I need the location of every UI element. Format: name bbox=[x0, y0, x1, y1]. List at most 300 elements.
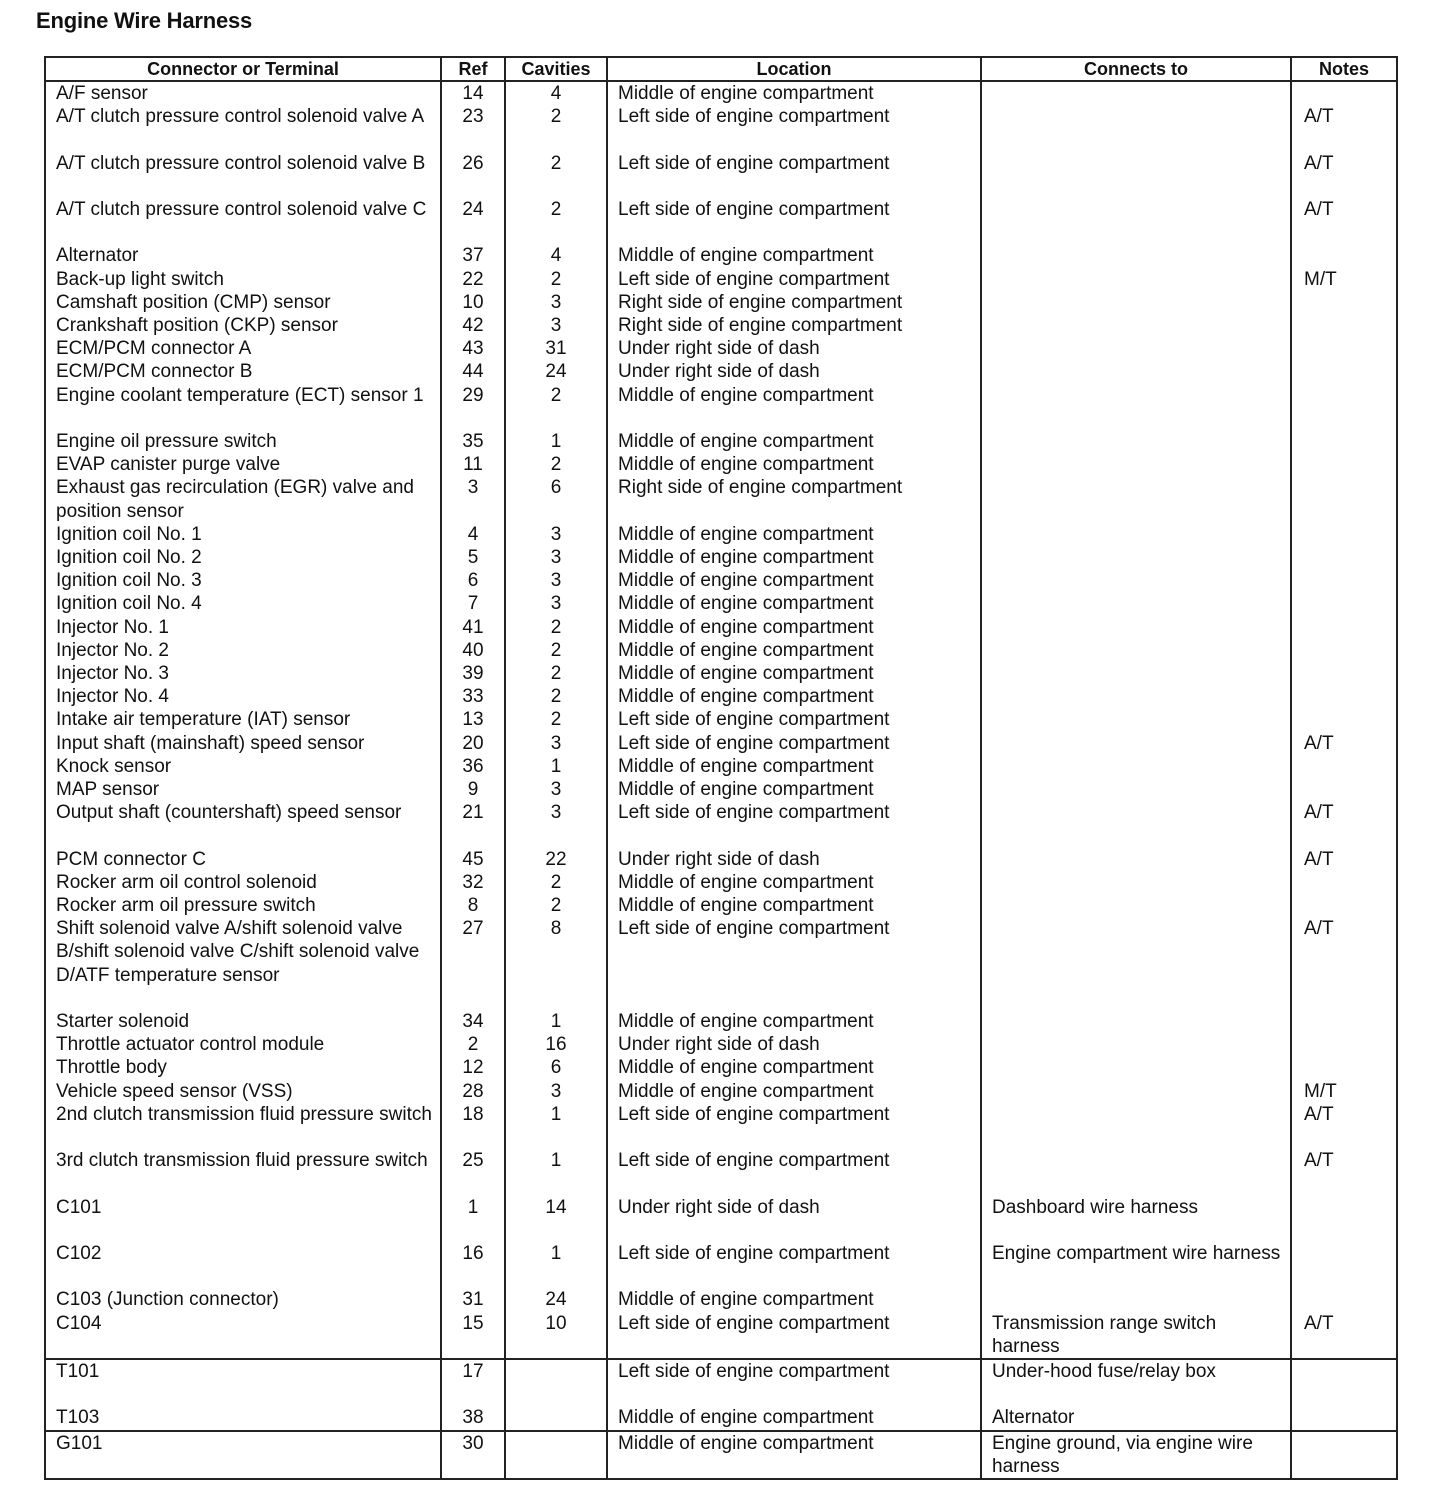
cavities-cell: 1 bbox=[505, 430, 607, 453]
cavities-cell: 2 bbox=[505, 616, 607, 639]
notes-cell: M/T bbox=[1291, 268, 1397, 291]
connects-to-cell bbox=[981, 1010, 1291, 1033]
connects-to-cell bbox=[981, 662, 1291, 685]
notes-cell bbox=[1291, 546, 1397, 569]
harness-table bbox=[44, 56, 1398, 1480]
connects-to-cell bbox=[981, 1103, 1291, 1149]
cavities-cell: 3 bbox=[505, 592, 607, 615]
notes-cell: A/T bbox=[1291, 732, 1397, 755]
ref-cell: 10 bbox=[441, 291, 505, 314]
cavities-cell: 2 bbox=[505, 105, 607, 151]
cavities-cell: 1 bbox=[505, 1010, 607, 1033]
notes-cell bbox=[1291, 430, 1397, 453]
connects-to-cell bbox=[981, 639, 1291, 662]
location-cell: Middle of engine compartment bbox=[607, 453, 981, 476]
connects-to-cell bbox=[981, 592, 1291, 615]
connector-cell: ECM/PCM connector B bbox=[45, 360, 441, 383]
connector-cell: Vehicle speed sensor (VSS) bbox=[45, 1080, 441, 1103]
connects-to-cell bbox=[981, 523, 1291, 546]
cavities-cell: 3 bbox=[505, 732, 607, 755]
notes-cell: A/T bbox=[1291, 848, 1397, 871]
table-row bbox=[45, 639, 1397, 662]
location-cell: Left side of engine compartment bbox=[607, 268, 981, 291]
connector-cell: Output shaft (countershaft) speed sensor bbox=[45, 801, 441, 847]
table-row bbox=[45, 1033, 1397, 1056]
location-cell: Left side of engine compartment bbox=[607, 708, 981, 731]
table-row bbox=[45, 105, 1397, 151]
ref-cell: 37 bbox=[441, 244, 505, 267]
ref-cell: 14 bbox=[441, 81, 505, 105]
location-cell: Right side of engine compartment bbox=[607, 476, 981, 522]
notes-cell bbox=[1291, 1242, 1397, 1288]
ref-cell: 7 bbox=[441, 592, 505, 615]
ref-cell: 26 bbox=[441, 152, 505, 198]
notes-cell bbox=[1291, 592, 1397, 615]
table-row bbox=[45, 732, 1397, 755]
table-row bbox=[45, 546, 1397, 569]
table-row bbox=[45, 801, 1397, 847]
ref-cell: 35 bbox=[441, 430, 505, 453]
cavities-cell: 1 bbox=[505, 1242, 607, 1288]
connects-to-cell bbox=[981, 453, 1291, 476]
connector-cell: Back-up light switch bbox=[45, 268, 441, 291]
cavities-cell: 4 bbox=[505, 244, 607, 267]
table-row bbox=[45, 1080, 1397, 1103]
cavities-cell: 8 bbox=[505, 917, 607, 1010]
connects-to-cell: Transmission range switch harness bbox=[981, 1312, 1291, 1359]
connector-cell: ECM/PCM connector A bbox=[45, 337, 441, 360]
notes-cell: A/T bbox=[1291, 1103, 1397, 1149]
cavities-cell: 24 bbox=[505, 1288, 607, 1311]
ref-cell: 12 bbox=[441, 1056, 505, 1079]
table-row bbox=[45, 569, 1397, 592]
table-row bbox=[45, 871, 1397, 894]
cavities-cell: 2 bbox=[505, 708, 607, 731]
table-row bbox=[45, 592, 1397, 615]
connects-to-cell bbox=[981, 848, 1291, 871]
table-row bbox=[45, 778, 1397, 801]
ref-cell: 22 bbox=[441, 268, 505, 291]
notes-cell bbox=[1291, 476, 1397, 522]
notes-cell bbox=[1291, 778, 1397, 801]
notes-cell bbox=[1291, 685, 1397, 708]
connector-cell: Engine oil pressure switch bbox=[45, 430, 441, 453]
notes-cell: A/T bbox=[1291, 801, 1397, 847]
table-row bbox=[45, 1242, 1397, 1288]
notes-cell: A/T bbox=[1291, 1149, 1397, 1195]
location-cell: Left side of engine compartment bbox=[607, 917, 981, 1010]
ref-cell: 3 bbox=[441, 476, 505, 522]
header-row bbox=[45, 57, 1397, 81]
table-row bbox=[45, 81, 1397, 105]
table-row bbox=[45, 894, 1397, 917]
location-cell: Left side of engine compartment bbox=[607, 1103, 981, 1149]
ref-cell: 16 bbox=[441, 1242, 505, 1288]
cavities-cell: 3 bbox=[505, 778, 607, 801]
notes-cell bbox=[1291, 871, 1397, 894]
notes-cell bbox=[1291, 755, 1397, 778]
location-cell: Left side of engine compartment bbox=[607, 1312, 981, 1359]
location-cell: Middle of engine compartment bbox=[607, 523, 981, 546]
table-row bbox=[45, 708, 1397, 731]
connects-to-cell bbox=[981, 1056, 1291, 1079]
connects-to-cell bbox=[981, 430, 1291, 453]
cavities-cell: 3 bbox=[505, 314, 607, 337]
location-cell: Middle of engine compartment bbox=[607, 894, 981, 917]
ref-cell: 2 bbox=[441, 1033, 505, 1056]
table-row bbox=[45, 1312, 1397, 1359]
connects-to-cell bbox=[981, 384, 1291, 430]
table-row bbox=[45, 1196, 1397, 1242]
notes-cell bbox=[1291, 894, 1397, 917]
connector-cell: MAP sensor bbox=[45, 778, 441, 801]
connector-cell: C101 bbox=[45, 1196, 441, 1242]
ref-cell: 9 bbox=[441, 778, 505, 801]
cavities-cell: 3 bbox=[505, 523, 607, 546]
connector-cell: Exhaust gas recirculation (EGR) valve and position sensor bbox=[45, 476, 441, 522]
location-cell: Middle of engine compartment bbox=[607, 1406, 981, 1430]
table-row bbox=[45, 1431, 1397, 1479]
ref-cell: 32 bbox=[441, 871, 505, 894]
connector-cell: A/F sensor bbox=[45, 81, 441, 105]
connector-cell: Injector No. 4 bbox=[45, 685, 441, 708]
connector-cell: Engine coolant temperature (ECT) sensor 1 bbox=[45, 384, 441, 430]
location-cell: Middle of engine compartment bbox=[607, 1010, 981, 1033]
ref-cell: 31 bbox=[441, 1288, 505, 1311]
connects-to-cell bbox=[981, 291, 1291, 314]
table-row bbox=[45, 360, 1397, 383]
cavities-cell: 2 bbox=[505, 662, 607, 685]
connector-cell: T103 bbox=[45, 1406, 441, 1430]
location-cell: Left side of engine compartment bbox=[607, 1242, 981, 1288]
cavities-cell: 1 bbox=[505, 1149, 607, 1195]
cavities-cell: 3 bbox=[505, 546, 607, 569]
connector-cell: Shift solenoid valve A/shift solenoid valve B/shift solenoid valve C/shift solenoid valve D/ATF temperature sensor bbox=[45, 917, 441, 1010]
cavities-cell: 16 bbox=[505, 1033, 607, 1056]
table-row bbox=[45, 1406, 1397, 1430]
ref-cell: 21 bbox=[441, 801, 505, 847]
cavities-cell: 3 bbox=[505, 801, 607, 847]
connector-cell: Alternator bbox=[45, 244, 441, 267]
cavities-cell: 2 bbox=[505, 685, 607, 708]
col-header-cavities: Cavities bbox=[505, 57, 607, 81]
location-cell: Middle of engine compartment bbox=[607, 430, 981, 453]
table-row bbox=[45, 685, 1397, 708]
location-cell: Middle of engine compartment bbox=[607, 384, 981, 430]
table-row bbox=[45, 291, 1397, 314]
connects-to-cell bbox=[981, 337, 1291, 360]
location-cell: Under right side of dash bbox=[607, 360, 981, 383]
col-header-connects-to: Connects to bbox=[981, 57, 1291, 81]
connector-cell: Ignition coil No. 4 bbox=[45, 592, 441, 615]
location-cell: Middle of engine compartment bbox=[607, 546, 981, 569]
connector-cell: Injector No. 1 bbox=[45, 616, 441, 639]
connector-cell: EVAP canister purge valve bbox=[45, 453, 441, 476]
location-cell: Under right side of dash bbox=[607, 1033, 981, 1056]
table-row bbox=[45, 1288, 1397, 1311]
notes-cell bbox=[1291, 1359, 1397, 1406]
location-cell: Middle of engine compartment bbox=[607, 81, 981, 105]
notes-cell: A/T bbox=[1291, 105, 1397, 151]
notes-cell bbox=[1291, 1010, 1397, 1033]
connector-cell: A/T clutch pressure control solenoid valve B bbox=[45, 152, 441, 198]
ref-cell: 17 bbox=[441, 1359, 505, 1406]
connector-cell: C104 bbox=[45, 1312, 441, 1359]
table-row bbox=[45, 1359, 1397, 1406]
table-row bbox=[45, 755, 1397, 778]
table-row bbox=[45, 152, 1397, 198]
ref-cell: 5 bbox=[441, 546, 505, 569]
connects-to-cell bbox=[981, 198, 1291, 244]
connector-cell: Rocker arm oil control solenoid bbox=[45, 871, 441, 894]
ref-cell: 11 bbox=[441, 453, 505, 476]
ref-cell: 45 bbox=[441, 848, 505, 871]
notes-cell bbox=[1291, 384, 1397, 430]
notes-cell bbox=[1291, 523, 1397, 546]
table-row bbox=[45, 244, 1397, 267]
ref-cell: 36 bbox=[441, 755, 505, 778]
cavities-cell: 3 bbox=[505, 1080, 607, 1103]
notes-cell bbox=[1291, 1406, 1397, 1430]
connector-cell: C103 (Junction connector) bbox=[45, 1288, 441, 1311]
ref-cell: 13 bbox=[441, 708, 505, 731]
connector-cell: 3rd clutch transmission fluid pressure switch bbox=[45, 1149, 441, 1195]
cavities-cell: 2 bbox=[505, 268, 607, 291]
notes-cell bbox=[1291, 708, 1397, 731]
ref-cell: 34 bbox=[441, 1010, 505, 1033]
connector-cell: Ignition coil No. 3 bbox=[45, 569, 441, 592]
connector-cell: A/T clutch pressure control solenoid valve A bbox=[45, 105, 441, 151]
location-cell: Middle of engine compartment bbox=[607, 592, 981, 615]
location-cell: Left side of engine compartment bbox=[607, 801, 981, 847]
connects-to-cell bbox=[981, 685, 1291, 708]
connects-to-cell bbox=[981, 314, 1291, 337]
connects-to-cell: Dashboard wire harness bbox=[981, 1196, 1291, 1242]
connects-to-cell bbox=[981, 708, 1291, 731]
cavities-cell bbox=[505, 1431, 607, 1479]
location-cell: Right side of engine compartment bbox=[607, 314, 981, 337]
ref-cell: 30 bbox=[441, 1431, 505, 1479]
connects-to-cell bbox=[981, 152, 1291, 198]
cavities-cell: 14 bbox=[505, 1196, 607, 1242]
connector-cell: Injector No. 2 bbox=[45, 639, 441, 662]
notes-cell bbox=[1291, 1196, 1397, 1242]
location-cell: Left side of engine compartment bbox=[607, 152, 981, 198]
table-row bbox=[45, 917, 1397, 1010]
connector-cell: Ignition coil No. 1 bbox=[45, 523, 441, 546]
connector-cell: A/T clutch pressure control solenoid valve C bbox=[45, 198, 441, 244]
connector-cell: 2nd clutch transmission fluid pressure switch bbox=[45, 1103, 441, 1149]
notes-cell bbox=[1291, 337, 1397, 360]
connects-to-cell bbox=[981, 871, 1291, 894]
connects-to-cell bbox=[981, 917, 1291, 1010]
col-header-notes: Notes bbox=[1291, 57, 1397, 81]
connector-cell: G101 bbox=[45, 1431, 441, 1479]
location-cell: Left side of engine compartment bbox=[607, 105, 981, 151]
location-cell: Middle of engine compartment bbox=[607, 569, 981, 592]
connects-to-cell bbox=[981, 105, 1291, 151]
connects-to-cell bbox=[981, 546, 1291, 569]
connects-to-cell bbox=[981, 732, 1291, 755]
connector-cell: Knock sensor bbox=[45, 755, 441, 778]
cavities-cell: 10 bbox=[505, 1312, 607, 1359]
location-cell: Middle of engine compartment bbox=[607, 1056, 981, 1079]
connector-cell: Intake air temperature (IAT) sensor bbox=[45, 708, 441, 731]
cavities-cell: 6 bbox=[505, 476, 607, 522]
connector-cell: PCM connector C bbox=[45, 848, 441, 871]
connects-to-cell bbox=[981, 1288, 1291, 1311]
connects-to-cell bbox=[981, 244, 1291, 267]
location-cell: Under right side of dash bbox=[607, 337, 981, 360]
notes-cell: M/T bbox=[1291, 1080, 1397, 1103]
ref-cell: 18 bbox=[441, 1103, 505, 1149]
table-body bbox=[45, 81, 1397, 1479]
connector-cell: Camshaft position (CMP) sensor bbox=[45, 291, 441, 314]
cavities-cell: 2 bbox=[505, 384, 607, 430]
table-row bbox=[45, 314, 1397, 337]
notes-cell: A/T bbox=[1291, 152, 1397, 198]
notes-cell: A/T bbox=[1291, 917, 1397, 1010]
cavities-cell: 31 bbox=[505, 337, 607, 360]
location-cell: Middle of engine compartment bbox=[607, 685, 981, 708]
cavities-cell: 6 bbox=[505, 1056, 607, 1079]
cavities-cell: 2 bbox=[505, 198, 607, 244]
table-row bbox=[45, 1149, 1397, 1195]
notes-cell bbox=[1291, 314, 1397, 337]
page-title: Engine Wire Harness bbox=[36, 8, 253, 33]
ref-cell: 41 bbox=[441, 616, 505, 639]
connects-to-cell: Engine ground, via engine wire harness bbox=[981, 1431, 1291, 1479]
connector-cell: Ignition coil No. 2 bbox=[45, 546, 441, 569]
connector-cell: T101 bbox=[45, 1359, 441, 1406]
ref-cell: 23 bbox=[441, 105, 505, 151]
ref-cell: 29 bbox=[441, 384, 505, 430]
cavities-cell: 4 bbox=[505, 81, 607, 105]
table-row bbox=[45, 662, 1397, 685]
connects-to-cell bbox=[981, 1033, 1291, 1056]
cavities-cell: 3 bbox=[505, 569, 607, 592]
cavities-cell: 1 bbox=[505, 755, 607, 778]
connector-cell: Throttle actuator control module bbox=[45, 1033, 441, 1056]
ref-cell: 27 bbox=[441, 917, 505, 1010]
cavities-cell: 2 bbox=[505, 894, 607, 917]
ref-cell: 6 bbox=[441, 569, 505, 592]
cavities-cell: 2 bbox=[505, 871, 607, 894]
ref-cell: 28 bbox=[441, 1080, 505, 1103]
connects-to-cell bbox=[981, 360, 1291, 383]
connector-cell: Throttle body bbox=[45, 1056, 441, 1079]
connects-to-cell bbox=[981, 1149, 1291, 1195]
table-row bbox=[45, 848, 1397, 871]
ref-cell: 25 bbox=[441, 1149, 505, 1195]
connects-to-cell bbox=[981, 616, 1291, 639]
location-cell: Under right side of dash bbox=[607, 848, 981, 871]
cavities-cell: 2 bbox=[505, 453, 607, 476]
ref-cell: 20 bbox=[441, 732, 505, 755]
ref-cell: 8 bbox=[441, 894, 505, 917]
cavities-cell: 2 bbox=[505, 152, 607, 198]
table-row bbox=[45, 268, 1397, 291]
connects-to-cell bbox=[981, 569, 1291, 592]
ref-cell: 33 bbox=[441, 685, 505, 708]
notes-cell bbox=[1291, 81, 1397, 105]
ref-cell: 15 bbox=[441, 1312, 505, 1359]
table-row bbox=[45, 1056, 1397, 1079]
location-cell: Middle of engine compartment bbox=[607, 755, 981, 778]
location-cell: Middle of engine compartment bbox=[607, 1431, 981, 1479]
connects-to-cell bbox=[981, 801, 1291, 847]
notes-cell bbox=[1291, 639, 1397, 662]
location-cell: Middle of engine compartment bbox=[607, 616, 981, 639]
cavities-cell: 24 bbox=[505, 360, 607, 383]
notes-cell bbox=[1291, 1033, 1397, 1056]
ref-cell: 24 bbox=[441, 198, 505, 244]
table-row bbox=[45, 198, 1397, 244]
notes-cell bbox=[1291, 1288, 1397, 1311]
connects-to-cell bbox=[981, 1080, 1291, 1103]
notes-cell bbox=[1291, 1431, 1397, 1479]
notes-cell bbox=[1291, 360, 1397, 383]
connects-to-cell: Engine compartment wire harness bbox=[981, 1242, 1291, 1288]
cavities-cell: 3 bbox=[505, 291, 607, 314]
table-row bbox=[45, 1010, 1397, 1033]
ref-cell: 39 bbox=[441, 662, 505, 685]
col-header-connector: Connector or Terminal bbox=[45, 57, 441, 81]
cavities-cell: 1 bbox=[505, 1103, 607, 1149]
location-cell: Middle of engine compartment bbox=[607, 1288, 981, 1311]
ref-cell: 1 bbox=[441, 1196, 505, 1242]
connects-to-cell bbox=[981, 268, 1291, 291]
connector-cell: Crankshaft position (CKP) sensor bbox=[45, 314, 441, 337]
table-row bbox=[45, 453, 1397, 476]
notes-cell bbox=[1291, 1056, 1397, 1079]
location-cell: Middle of engine compartment bbox=[607, 639, 981, 662]
location-cell: Right side of engine compartment bbox=[607, 291, 981, 314]
notes-cell: A/T bbox=[1291, 198, 1397, 244]
connects-to-cell bbox=[981, 755, 1291, 778]
location-cell: Left side of engine compartment bbox=[607, 1149, 981, 1195]
connects-to-cell bbox=[981, 81, 1291, 105]
location-cell: Left side of engine compartment bbox=[607, 1359, 981, 1406]
notes-cell bbox=[1291, 616, 1397, 639]
table-row bbox=[45, 476, 1397, 522]
cavities-cell bbox=[505, 1359, 607, 1406]
notes-cell bbox=[1291, 569, 1397, 592]
ref-cell: 43 bbox=[441, 337, 505, 360]
connector-cell: C102 bbox=[45, 1242, 441, 1288]
location-cell: Middle of engine compartment bbox=[607, 1080, 981, 1103]
ref-cell: 42 bbox=[441, 314, 505, 337]
table-row bbox=[45, 337, 1397, 360]
connects-to-cell: Under-hood fuse/relay box bbox=[981, 1359, 1291, 1406]
cavities-cell: 2 bbox=[505, 639, 607, 662]
location-cell: Middle of engine compartment bbox=[607, 871, 981, 894]
location-cell: Middle of engine compartment bbox=[607, 244, 981, 267]
notes-cell bbox=[1291, 291, 1397, 314]
cavities-cell bbox=[505, 1406, 607, 1430]
ref-cell: 40 bbox=[441, 639, 505, 662]
ref-cell: 4 bbox=[441, 523, 505, 546]
location-cell: Middle of engine compartment bbox=[607, 778, 981, 801]
table-row bbox=[45, 430, 1397, 453]
table-row bbox=[45, 616, 1397, 639]
notes-cell bbox=[1291, 453, 1397, 476]
notes-cell: A/T bbox=[1291, 1312, 1397, 1359]
notes-cell bbox=[1291, 244, 1397, 267]
col-header-location: Location bbox=[607, 57, 981, 81]
connector-cell: Rocker arm oil pressure switch bbox=[45, 894, 441, 917]
cavities-cell: 22 bbox=[505, 848, 607, 871]
